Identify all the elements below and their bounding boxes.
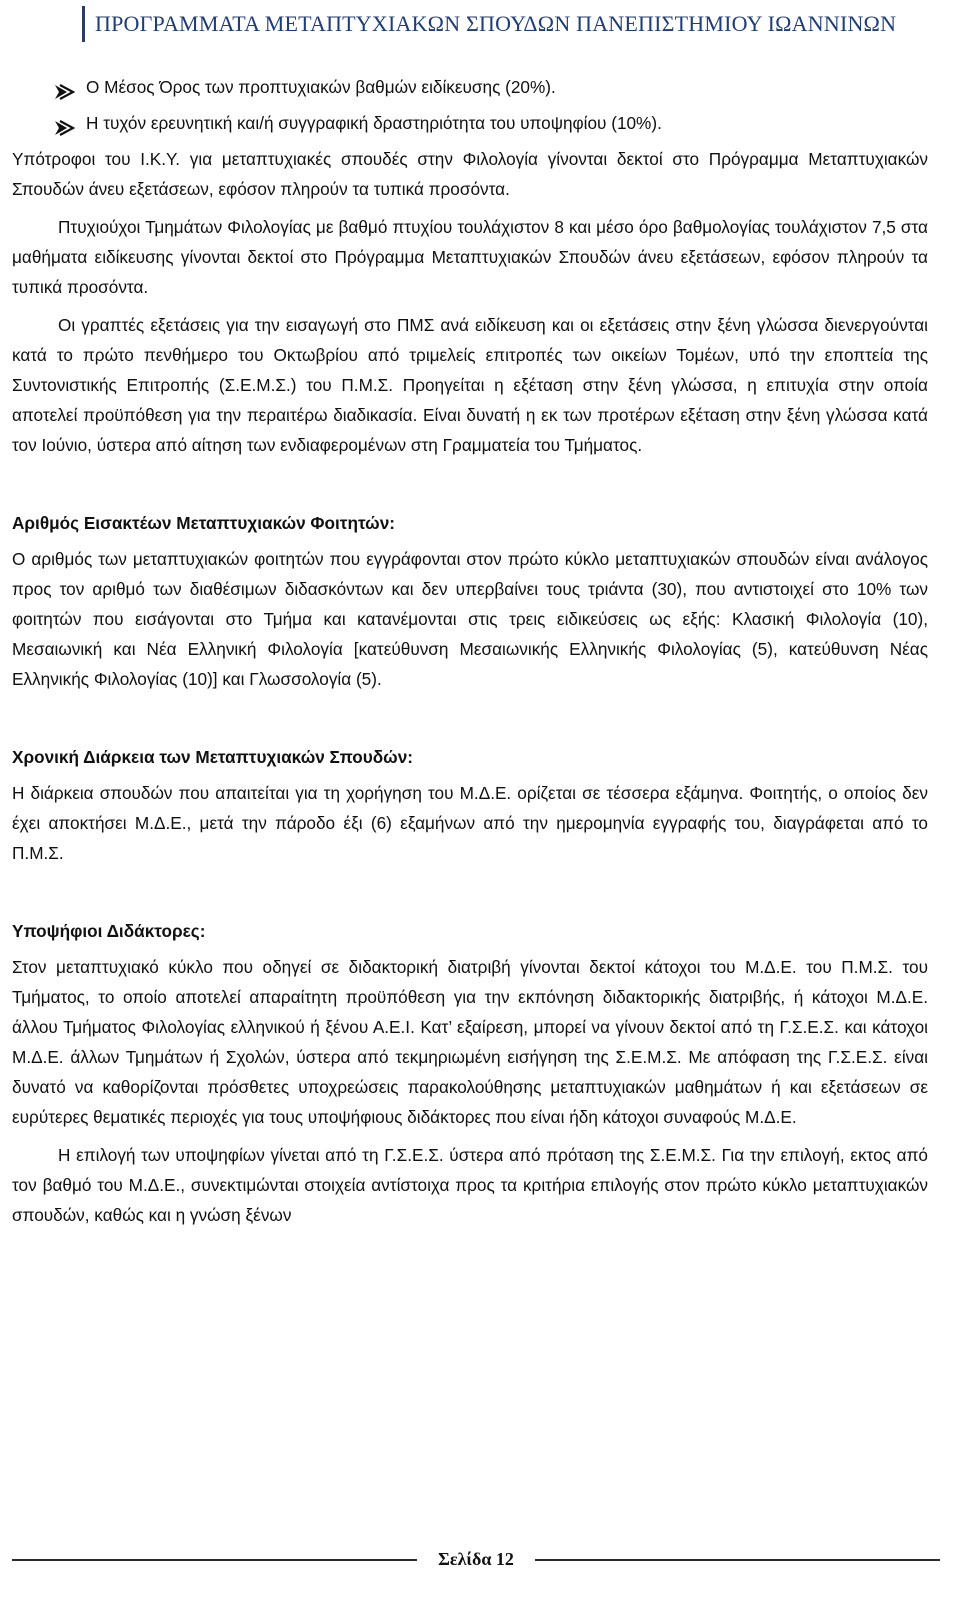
footer-divider <box>12 1559 417 1561</box>
list-item-text: Ο Μέσος Όρος των προπτυχιακών βαθμών ειδίκευσης (20%). <box>86 77 556 97</box>
paragraph-phd-selection: Η επιλογή των υποψηφίων γίνεται από τη Γ.Σ.Ε.Σ. ύστερα από πρόταση της Σ.Ε.Μ.Σ. Για την επιλογή, εκτος από τον βαθμό του Μ.Δ.Ε., συνεκτιμώνται στοιχεία αντίστοιχα προς τα κριτήρια επιλογής στον πρώτο κύκλο μεταπτυχιακών σπουδών, καθώς και η γνώση ξένων <box>12 1145 928 1225</box>
paragraph-phd-admission: Στον μεταπτυχιακό κύκλο που οδηγεί σε διδακτορική διατριβή γίνονται δεκτοί κάτοχοι του Μ.Δ.Ε. του Π.Μ.Σ. του Τμήματος, το οποίο αποτελεί απαραίτητη προϋπόθεση για την εκπόνηση διδακτορικής διατριβής, ή κάτοχοι Μ.Δ.Ε. άλλου Τμήματος Φιλολογίας ελληνικού ή ξένου Α.Ε.Ι. Κατ’ εξαίρεση, μπορεί να γίνουν δεκτοί από τη Γ.Σ.Ε.Σ. και κάτοχοι Μ.Δ.Ε. άλλων Τμημάτων ή Σχολών, ύστερα από τεκμηριωμένη εισήγηση της Σ.Ε.Μ.Σ. Με απόφαση της Γ.Σ.Ε.Σ. είναι δυνατό να καθορίζονται πρόσθετες υποχρεώσεις παρακολούθησης μεταπτυχιακών μαθημάτων ή και εξετάσεων σε ευρύτερες θεματικές περιοχές για τους υποψήφιους διδάκτορες που είναι ήδη κάτοχοι συναφούς Μ.Δ.Ε. <box>12 957 928 1127</box>
page-number: Σελίδα 12 <box>438 1549 514 1569</box>
section-title-duration: Χρονική Διάρκεια των Μεταπτυχιακών Σπουδών: <box>12 747 413 767</box>
footer-divider <box>535 1559 940 1561</box>
section-spacer <box>12 460 928 508</box>
paragraph-admissions: Ο αριθμός των μεταπτυχιακών φοιτητών που εγγράφονται στον πρώτο κύκλο μεταπτυχιακών σπουδών είναι ανάλογος προς τον αριθμό των διαθέσιμων διδασκόντων και δεν υπερβαίνει τους τριάντα (30), που αντιστοιχεί στο 10% των φοιτητών που εισάγονται στο Τμήμα και κατανέμονται στις τρεις ειδικεύσεις ως εξής: Κλασική Φιλολογία (10), Μεσαιωνική και Νέα Ελληνική Φιλολογία [κατεύθυνση Μεσαιωνικής Ελληνικής Φιλολογίας (5), κατεύθυνση Νέας Ελληνικής Φιλολογίας (10)] και Γλωσσολογία (5). <box>12 549 928 689</box>
section-spacer <box>12 694 928 742</box>
section-title-phd: Υποψήφιοι Διδάκτορες: <box>12 921 206 941</box>
list-item <box>54 108 928 138</box>
paragraph-written-exams: Οι γραπτές εξετάσεις για την εισαγωγή στο ΠΜΣ ανά ειδίκευση και οι εξετάσεις στην ξένη γλώσσα διενεργούνται κατά το πρώτο πενθήμερο του Οκτωβρίου από τριμελείς επιτροπές των οικείων Τομέων, υπό την εποπτεία της Συντονιστικής Επιτροπής (Σ.Ε.Μ.Σ.) του Π.Μ.Σ. Προηγείται η εξέταση στην ξένη γλώσσα, η επιτυχία στην οποία αποτελεί προϋπόθεση για την περαιτέρω διαδικασία. Είναι δυνατή η εκ των προτέρων εξέταση στην ξένη γλώσσα κατά τον Ιούνιο, ύστερα από αίτηση των ενδιαφερομένων στη Γραμματεία του Τμήματος. <box>12 315 928 455</box>
paragraph-philology-graduates: Πτυχιούχοι Τμημάτων Φιλολογίας με βαθμό πτυχίου τουλάχιστον 8 και μέσο όρο βαθμολογίας τουλάχιστον 7,5 στα μαθήματα ειδίκευσης γίνονται δεκτοί στο Πρόγραμμα Μεταπτυχιακών Σπουδών άνευ εξετάσεων, εφόσον πληρούν τα τυπικά προσόντα. <box>12 217 928 297</box>
header-title: ΠΡΟΓΡΑΜΜΑΤΑ ΜΕΤΑΠΤΥΧΙΑΚΩΝ ΣΠΟΥΔΩΝ ΠΑΝΕΠΙΣΤΗΜΙΟΥ ΙΩΑΝΝΙΝΩΝ <box>95 11 897 36</box>
arrow-bullet-icon <box>54 115 76 131</box>
section-title-admissions: Αριθμός Εισακτέων Μεταπτυχιακών Φοιτητών: <box>12 513 395 533</box>
paragraph-iky-scholars: Υπότροφοι του Ι.Κ.Υ. για μεταπτυχιακές σπουδές στην Φιλολογία γίνονται δεκτοί στο Πρόγραμμα Μεταπτυχιακών Σπουδών άνευ εξετάσεων, εφόσον πληρούν τα τυπικά προσόντα. <box>12 149 928 199</box>
section-spacer <box>12 868 928 916</box>
page-header <box>82 6 896 42</box>
page-footer <box>0 1548 960 1570</box>
arrow-bullet-icon <box>54 79 76 95</box>
list-item-text: Η τυχόν ερευνητική και/ή συγγραφική δραστηριότητα του υποψηφίου (10%). <box>86 113 662 133</box>
page-content <box>12 72 928 1230</box>
paragraph-duration: Η διάρκεια σπουδών που απαιτείται για τη χορήγηση του Μ.Δ.Ε. ορίζεται σε τέσσερα εξάμηνα. Φοιτητής, ο οποίος δεν έχει αποκτήσει Μ.Δ.Ε., μετά την πάροδο έξι (6) εξαμήνων από την ημερομηνία εγγραφής του, διαγράφεται από το Π.Μ.Σ. <box>12 783 928 863</box>
list-item <box>54 72 928 102</box>
